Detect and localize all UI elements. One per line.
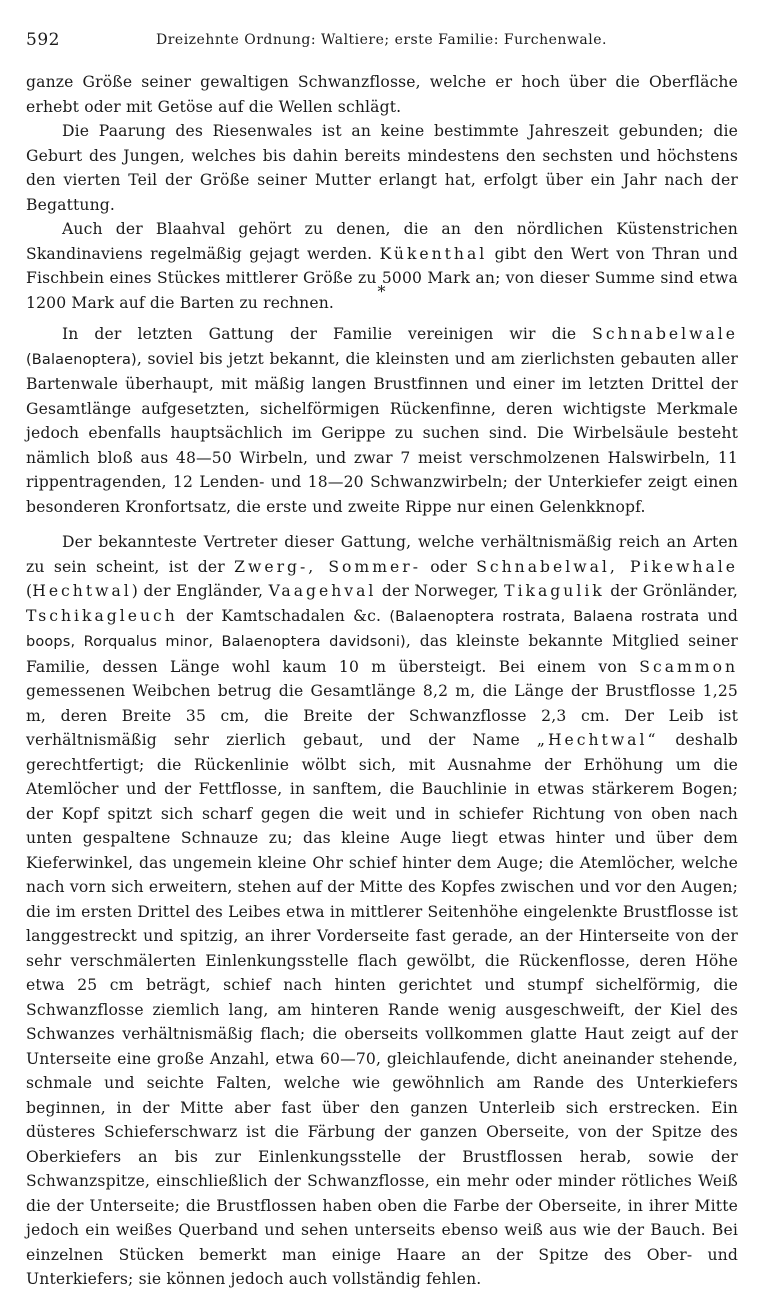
paragraph-text: Die Paarung des Riesenwales ist an keine bestimmte Jahreszeit gebunden; die Geburt des Jungen, welches bis dahin bereits mindestens den sechsten und höchstens den vierten Teil der Größe seiner Mutter erlangt hat, erfolgt über ein Jahr nach der Begattung.	[26, 122, 738, 214]
paragraph-text: und	[707, 606, 738, 625]
common-name: „Hechtwal“	[536, 731, 659, 749]
common-name: Tikagulik	[504, 582, 605, 600]
genus-name: Schnabelwale	[592, 325, 738, 343]
person-name: Kükenthal	[379, 244, 488, 263]
paragraph-text: der Grönländer,	[610, 582, 739, 600]
section-3	[26, 530, 738, 1292]
page-header	[26, 30, 737, 52]
common-name: Hechtwal	[32, 582, 132, 600]
latin-name: (Balaenoptera rostrata, Balaena rostrata	[389, 608, 700, 625]
paragraph-text: oder	[430, 557, 467, 576]
paragraph-text: deshalb gerechtfertigt; die Rückenlinie wölbt sich, mit Ausnahme der Erhöhung um die Atemlöcher und der Fettflosse, in sanftem, die Bauchlinie in etwas stärkerem Bogen; der Kopf spitzt sich scharf gegen die weit und in schiefer Richtung von oben nach unten gespaltene Schnauze zu; das kleine Auge liegt etwas hinter und über dem Kieferwinkel, das ungemein kleine Ohr schief hinter dem Auge; die Atemlöcher, welche nach vorn sich erweitern, stehen auf der Mitte des Kopfes zwischen und vor den Augen; die im ersten Drittel des Leibes etwa in mittlerer Seitenhöhe eingelenkte Brustflosse ist langgestreckt und spitzig, an ihrer Vorderseite fast gerade, an der Hinterseite von der sehr verschmälerten Einlenkungsstelle flach gewölbt, die Rückenflosse, deren Höhe etwa 25 cm beträgt, schief nach hinten gerichtet und stumpf sichelförmig, die Schwanzflosse ziemlich lang, am hinteren Rande wenig ausgeschweift, der Kiel des Schwanzes verhältnismäßig flach; die oberseits vollkommen glatte Haut zeigt auf der Unterseite eine große Anzahl, etwa 60—70, gleichlaufende, dicht aneinander stehende, schmale und seichte Falten, welche wie gewöhnlich am Rande des Unterkiefers beginnen, in der Mitte aber fast über den ganzen Unterleib sich erstrecken. Ein düsteres Schieferschwarz ist die Färbung der ganzen Oberseite, von der Spitze des Oberkiefers an bis zur Einlenkungsstelle der Brustflossen herab, sowie der Schwanzspitze, einschließlich der Schwanzflosse, ein mehr oder minder rötliches Weiß die der Unterseite; die Brustflossen haben oben die Farbe der Oberseite, in ihrer Mitte jedoch ein weißes Querband und sehen unterseits ebenso weiß aus wie der Bauch. Bei einzelnen Stücken bemerkt man einige Haare an der Spitze des Ober- und Unterkiefers; sie können jedoch auch vollständig fehlen.	[26, 731, 738, 1288]
section-separator: *	[377, 282, 386, 301]
paragraph-text: gibt den Wert von Thran und Fischbein eines Stückes mittlerer Größe zu 5000 Mark an; von dieser Summe sind etwa 1200 Mark auf die Barten zu rechnen.	[26, 244, 739, 312]
common-name: Tschikagleuch	[26, 606, 178, 625]
paragraph-text: gemessenen Weibchen betrug die Gesamtlänge 8,2 m, die Länge der Brustflosse 1,25 m, deren Breite 35 cm, die Breite der Schwanzflosse 2,3 cm. Der Leib ist verhältnismäßig sehr zierlich gebaut, und der Name	[26, 682, 738, 749]
paragraph-text: ) der Engländer,	[131, 582, 264, 600]
paragraph-text: Auch der Blaahval gehört zu denen, die an den nördlichen Küstenstrichen Skandinaviens regelmäßig gejagt werden.	[26, 220, 738, 263]
latin-name: boops, Rorqualus minor, Balaenoptera davidsoni)	[26, 634, 406, 650]
section-1	[26, 70, 738, 315]
paragraph-text: (	[26, 582, 33, 600]
common-name: Vaagehval	[268, 582, 377, 600]
paragraph-genus	[26, 322, 738, 519]
paragraph-mating	[26, 119, 738, 217]
common-name: Zwerg-, Sommer-	[234, 557, 421, 576]
page-number: 592	[26, 30, 60, 50]
paragraph-text: , soviel bis jetzt bekannt, die kleinsten und am zierlichsten gebauten aller Bartenwale überhaupt, mit mäßig langen Brustfinnen und einer im letzten Drittel der Gesamtlänge aufgesetzten, sichelförmigen Rückenfinne, deren wichtigste Merkmale jedoch ebenfalls hauptsächlich im Gerippe zu suchen sind. Die Wirbelsäule besteht nämlich bloß aus 48—50 Wirbeln, und zwar 7 meist verschmolzenen Halswirbeln, 11 rippentragenden, 12 Lenden- und 18—20 Schwanzwirbeln; der Unterkiefer zeigt einen besonderen Kronfortsatz, die erste und zweite Rippe nur einen Gelenkknopf.	[26, 349, 738, 516]
paragraph-species	[26, 530, 738, 1292]
paragraph-continuation	[26, 70, 738, 119]
common-name: Schnabelwal, Pikewhale	[476, 557, 739, 576]
latin-name: (Balaenoptera)	[26, 351, 137, 368]
paragraph-text: der Norweger,	[381, 582, 499, 600]
paragraph-text: In der letzten Gattung der Familie vereinigen wir die	[62, 325, 577, 343]
paragraph-text: , das kleinste bekannte Mitglied seiner Familie, dessen Länge wohl kaum 10 m übersteigt. Bei einem von	[26, 632, 738, 676]
paragraph-text: Der bekannteste Vertreter dieser Gattung, welche verhältnismäßig reich an Arten zu sein scheint, ist der	[26, 533, 738, 576]
section-2	[26, 322, 738, 519]
running-head: Dreizehnte Ordnung: Waltiere; erste Familie: Furchenwale.	[156, 32, 607, 48]
person-name: Scammon	[639, 657, 738, 676]
paragraph-text: der Kamtschadalen &c.	[186, 606, 382, 625]
paragraph-text: ganze Größe seiner gewaltigen Schwanzflosse, welche er hoch über die Oberfläche erhebt oder mit Getöse auf die Wellen schlägt.	[26, 73, 738, 116]
